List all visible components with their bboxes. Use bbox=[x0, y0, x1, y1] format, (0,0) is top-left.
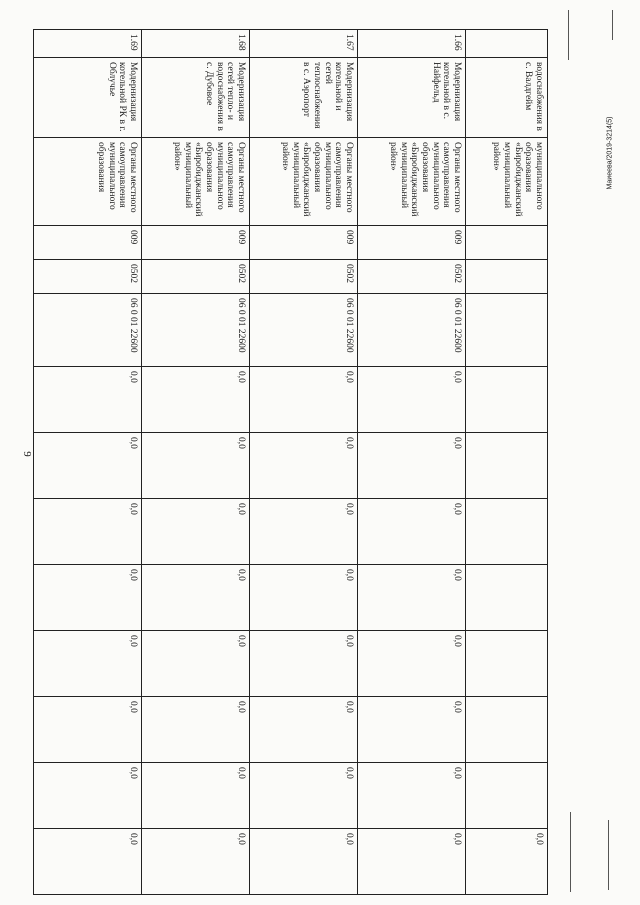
amount-cell: 0,0 bbox=[358, 631, 466, 697]
amount-cell: 0,0 bbox=[250, 631, 358, 697]
amount-cell: 0,0 bbox=[250, 697, 358, 763]
amount-cell: 0,0 bbox=[466, 829, 548, 895]
amount-cell: 0,0 bbox=[250, 565, 358, 631]
amount-cell bbox=[466, 499, 548, 565]
table-row bbox=[34, 30, 142, 895]
page-number: 9 bbox=[20, 451, 33, 457]
amount-cell: 0,0 bbox=[142, 367, 250, 433]
target-code bbox=[466, 294, 548, 367]
amount-cell: 0,0 bbox=[142, 499, 250, 565]
grbs-code bbox=[466, 226, 548, 260]
section-code bbox=[466, 260, 548, 294]
row-number: 1.68 bbox=[142, 30, 250, 58]
grbs-code: 009 bbox=[34, 226, 142, 260]
section-code: 0502 bbox=[250, 260, 358, 294]
amount-cell: 0,0 bbox=[142, 763, 250, 829]
scan-artifact-line bbox=[612, 10, 613, 40]
amount-cell: 0,0 bbox=[358, 763, 466, 829]
amount-cell: 0,0 bbox=[34, 697, 142, 763]
executor: Органы местного самоуправления муниципального образования «Биробиджанский муниципальный район» bbox=[142, 138, 250, 226]
amount-cell: 0,0 bbox=[142, 697, 250, 763]
amount-cell: 0,0 bbox=[358, 499, 466, 565]
grbs-code: 009 bbox=[142, 226, 250, 260]
amount-cell: 0,0 bbox=[250, 433, 358, 499]
target-code: 06 0 01 22600 bbox=[142, 294, 250, 367]
row-number bbox=[466, 30, 548, 58]
amount-cell: 0,0 bbox=[358, 565, 466, 631]
amount-cell bbox=[466, 631, 548, 697]
budget-table-wrapper bbox=[82, 29, 548, 892]
scan-artifact-line bbox=[568, 10, 569, 60]
amount-cell: 0,0 bbox=[250, 499, 358, 565]
row-number: 1.66 bbox=[358, 30, 466, 58]
amount-cell: 0,0 bbox=[358, 697, 466, 763]
section-code: 0502 bbox=[34, 260, 142, 294]
amount-cell: 0,0 bbox=[142, 631, 250, 697]
amount-cell: 0,0 bbox=[34, 763, 142, 829]
amount-cell: 0,0 bbox=[142, 565, 250, 631]
document-id: Маиеева/2019-3214(5) bbox=[606, 116, 614, 190]
measure-name: Модернизация котельной РК в г. Облучье bbox=[34, 58, 142, 138]
measure-name: Модернизация сетей тепло- и водоснабжения в с. Дубовое bbox=[142, 58, 250, 138]
amount-cell: 0,0 bbox=[358, 367, 466, 433]
table-row bbox=[142, 30, 250, 895]
budget-table bbox=[33, 29, 548, 895]
amount-cell: 0,0 bbox=[34, 829, 142, 895]
amount-cell: 0,0 bbox=[358, 829, 466, 895]
amount-cell: 0,0 bbox=[34, 367, 142, 433]
executor: муниципального образования «Биробиджанский муниципальный район» bbox=[466, 138, 548, 226]
amount-cell bbox=[466, 433, 548, 499]
amount-cell bbox=[466, 763, 548, 829]
grbs-code: 009 bbox=[250, 226, 358, 260]
amount-cell: 0,0 bbox=[34, 565, 142, 631]
section-code: 0502 bbox=[358, 260, 466, 294]
amount-cell: 0,0 bbox=[250, 829, 358, 895]
amount-cell: 0,0 bbox=[142, 829, 250, 895]
amount-cell: 0,0 bbox=[358, 433, 466, 499]
row-number: 1.67 bbox=[250, 30, 358, 58]
section-code: 0502 bbox=[142, 260, 250, 294]
table-row bbox=[250, 30, 358, 895]
measure-name: водоснабжения в с. Валдгейм bbox=[466, 58, 548, 138]
executor: Органы местного самоуправления муниципального образования bbox=[34, 138, 142, 226]
executor: Органы местного самоуправления муниципального образования «Биробиджанский муниципальный район» bbox=[358, 138, 466, 226]
row-number: 1.69 bbox=[34, 30, 142, 58]
amount-cell bbox=[466, 697, 548, 763]
amount-cell: 0,0 bbox=[34, 433, 142, 499]
executor: Органы местного самоуправления муниципального образования «Биробиджанский муниципальный район» bbox=[250, 138, 358, 226]
measure-name: Модернизация котельной в с. Найфельд bbox=[358, 58, 466, 138]
amount-cell: 0,0 bbox=[142, 433, 250, 499]
amount-cell bbox=[466, 367, 548, 433]
target-code: 06 0 01 22600 bbox=[358, 294, 466, 367]
target-code: 06 0 01 22600 bbox=[34, 294, 142, 367]
scan-artifact-line bbox=[608, 820, 609, 890]
amount-cell: 0,0 bbox=[34, 499, 142, 565]
table-row bbox=[358, 30, 466, 895]
scan-artifact-line bbox=[570, 812, 571, 892]
grbs-code: 009 bbox=[358, 226, 466, 260]
amount-cell: 0,0 bbox=[250, 763, 358, 829]
measure-name: Модернизация котельной и сетей теплоснабжения в с. Аэропорт bbox=[250, 58, 358, 138]
amount-cell: 0,0 bbox=[34, 631, 142, 697]
amount-cell bbox=[466, 565, 548, 631]
amount-cell: 0,0 bbox=[250, 367, 358, 433]
target-code: 06 0 01 22600 bbox=[250, 294, 358, 367]
table-row bbox=[466, 30, 548, 895]
